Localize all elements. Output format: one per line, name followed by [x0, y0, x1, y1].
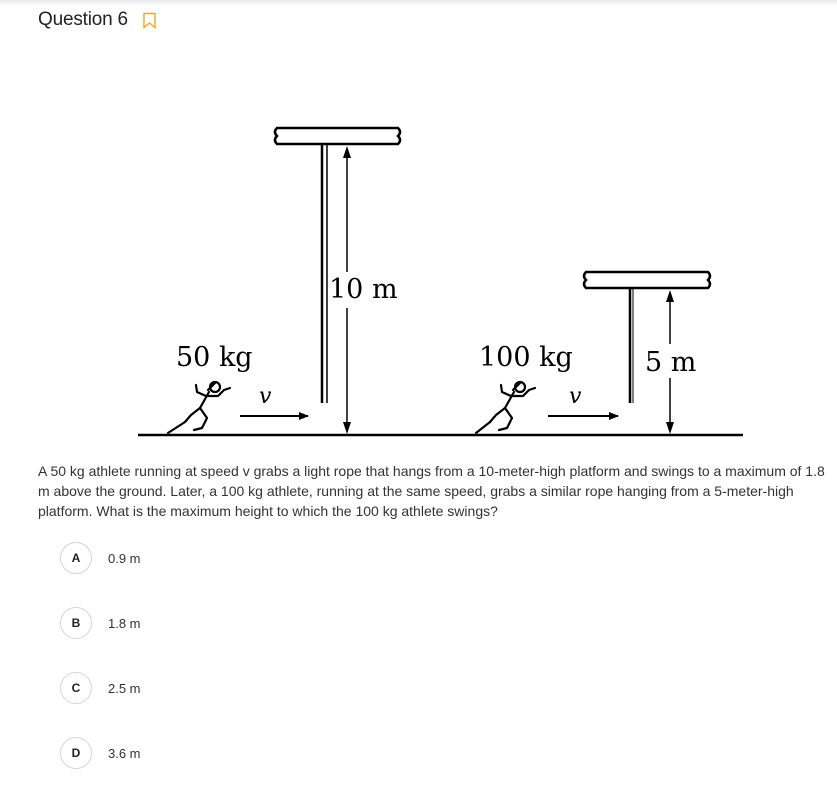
- top-divider: [0, 0, 837, 6]
- right-height-label: 5 m: [645, 347, 697, 378]
- right-platform: [584, 272, 710, 288]
- right-mass-label: 100 kg: [479, 342, 573, 373]
- left-runner-figure: [168, 382, 230, 433]
- left-platform: [275, 128, 400, 144]
- option-text[interactable]: 2.5 m: [108, 680, 141, 696]
- option-letter[interactable]: D: [60, 737, 92, 769]
- option-c[interactable]: [60, 671, 360, 705]
- left-height-label: 10 m: [329, 274, 398, 305]
- option-b[interactable]: [60, 606, 360, 640]
- option-a[interactable]: [60, 541, 360, 575]
- right-runner-figure: [476, 382, 535, 433]
- question-header: [38, 9, 157, 31]
- option-text[interactable]: 1.8 m: [108, 615, 141, 631]
- left-rope: [322, 144, 327, 403]
- left-mass-label: 50 kg: [176, 342, 253, 373]
- question-text: A 50 kg athlete running at speed v grabs a light rope that hangs from a 10-meter-high platform and swings to a maximum of 1.8 m above the ground. Later, a 100 kg athlete, running at the same speed, grabs a similar rope hanging from a 5-meter-high platform. What is the maximum height to which the 100 kg athlete swings?: [38, 463, 825, 519]
- option-letter[interactable]: B: [60, 607, 92, 639]
- question-title: Question 6: [38, 9, 128, 30]
- physics-diagram: [0, 100, 837, 450]
- right-rope: [630, 288, 633, 403]
- option-text[interactable]: 3.6 m: [108, 745, 141, 761]
- option-letter[interactable]: A: [60, 542, 92, 574]
- left-speed-label: v: [259, 384, 272, 409]
- option-letter[interactable]: C: [60, 672, 92, 704]
- option-text[interactable]: 0.9 m: [108, 550, 141, 566]
- right-speed-label: v: [569, 384, 582, 409]
- option-d[interactable]: [60, 736, 360, 770]
- bookmark-icon[interactable]: [142, 12, 157, 29]
